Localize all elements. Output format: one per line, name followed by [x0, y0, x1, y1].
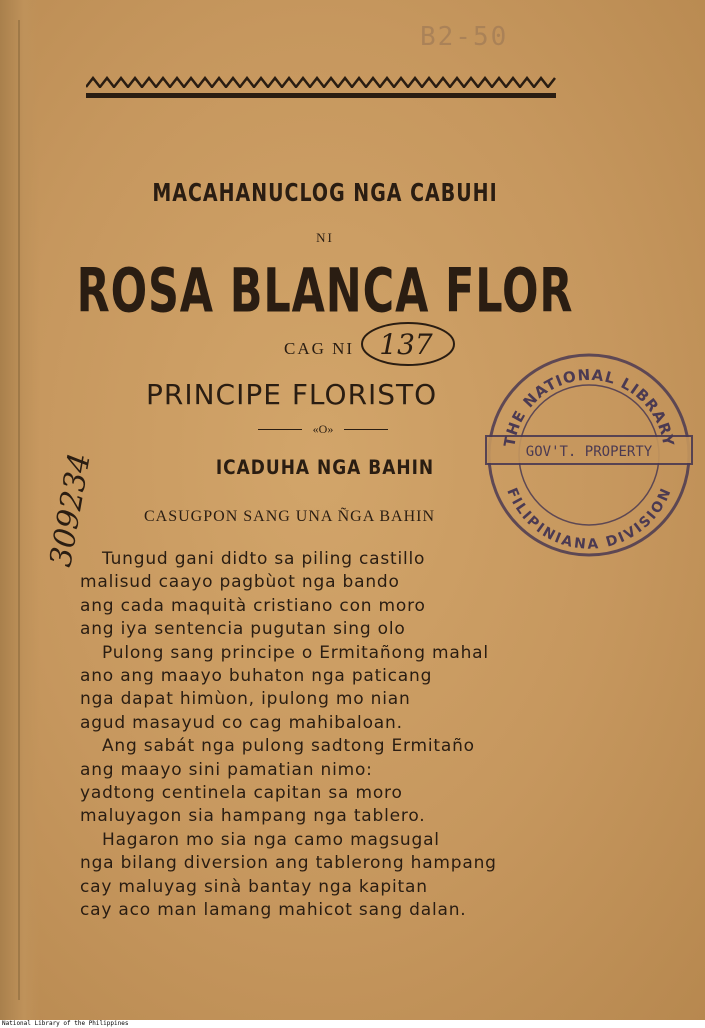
poem-line: yadtong centinela capitan sa moro — [80, 783, 403, 804]
poem-line: ang maayo sini pamatian nimo: — [80, 759, 373, 780]
ornamental-zigzag-border — [86, 76, 556, 88]
poem-line: Hagaron mo sia nga camo magsugal — [102, 829, 440, 850]
ornament-divider: «O» — [258, 422, 388, 436]
prince-title: PRINCIPE FLORISTO — [146, 378, 438, 411]
poem-line: ang iya sentencia pugutan sing olo — [80, 619, 406, 640]
poem-line: cay aco man lamang mahicot sang dalan. — [80, 900, 467, 921]
handwritten-number-circle — [356, 318, 456, 368]
stamp-text-bottom: FILIPINIANA DIVISION — [503, 485, 675, 553]
stamp-text-top: THE NATIONAL LIBRARY — [500, 365, 678, 449]
binding-stitch-line — [18, 20, 20, 1000]
poem-line: Ang sabát nga pulong sadtong Ermitaño — [102, 736, 475, 757]
poem-line: agud masayud co cag mahibaloan. — [80, 712, 403, 733]
margin-handwriting-text: 309234 — [43, 450, 98, 570]
footer-credit: National Library of the Philippines — [0, 1020, 705, 1028]
stamp-text-band: GOV'T. PROPERTY — [525, 444, 653, 460]
header-rule — [86, 93, 556, 98]
poem-text — [80, 548, 600, 923]
library-stamp — [484, 350, 694, 560]
poem-line: ang cada maquità cristiano con moro — [80, 595, 426, 616]
svg-text:FILIPINIANA DIVISION — [503, 486, 674, 553]
poem-line: nga bilang diversion ang tablerong hampang — [80, 853, 497, 874]
work-subtitle: MACAHANUCLOG NGA CABUHI — [152, 178, 498, 208]
margin-handwriting — [30, 400, 110, 570]
handwritten-number: 137 — [379, 328, 433, 361]
poem-line: ano ang maayo buhaton nga paticang — [80, 666, 433, 687]
poem-line: maluyagon sia hampang nga tablero. — [80, 806, 426, 827]
page-title: ROSA BLANCA FLOR — [76, 255, 574, 327]
poem-line: nga dapat himùon, ipulong mo nian — [80, 689, 411, 710]
cag-ni-label: CAG NI — [284, 339, 355, 358]
poem-line: malisud caayo pagbùot nga bando — [80, 572, 400, 593]
poem-line: Pulong sang principe o Ermitañong mahal — [102, 642, 489, 663]
poem-line: Tungud gani didto sa piling castillo — [102, 549, 426, 569]
continuation-heading: CASUGPON SANG UNA ÑGA BAHIN — [144, 508, 436, 525]
catalog-note: B2-50 — [420, 22, 509, 52]
poem-line: cay maluyag sinà bantay nga kapitan — [80, 876, 428, 897]
part-heading: ICADUHA NGA BAHIN — [215, 456, 435, 480]
byline-ni: NI — [316, 230, 334, 245]
